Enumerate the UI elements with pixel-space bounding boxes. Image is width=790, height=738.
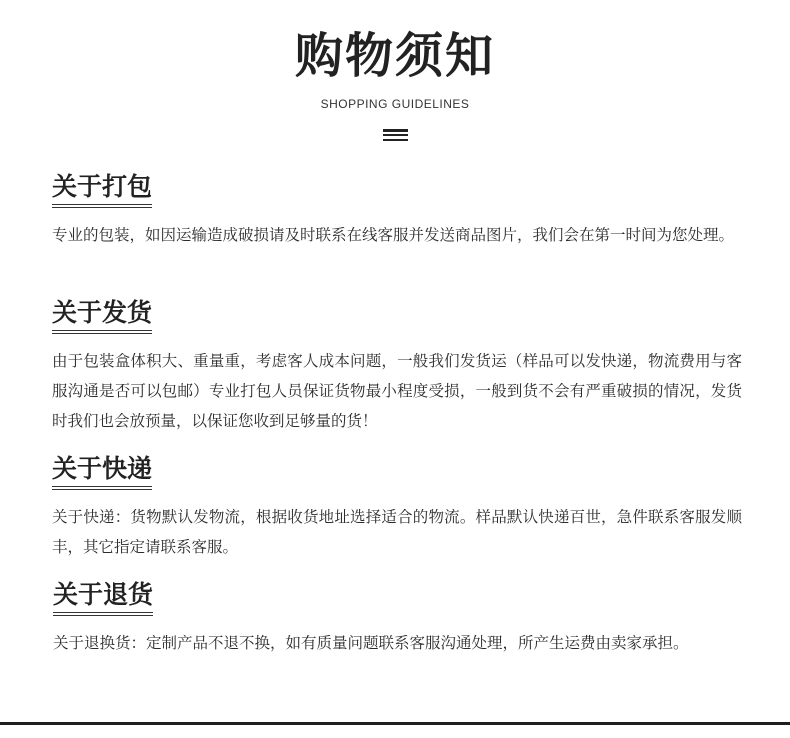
menu-icon-bar <box>383 139 408 142</box>
section-packing <box>52 172 742 250</box>
menu-icon-bar <box>383 134 408 137</box>
page-subtitle: SHOPPING GUIDELINES <box>320 97 470 111</box>
section-heading-returns: 关于退货 <box>53 580 153 616</box>
section-heading-packing: 关于打包 <box>52 172 152 208</box>
section-returns <box>53 580 743 658</box>
section-text-returns: 关于退换货：定制产品不退不换，如有质量问题联系客服沟通处理，所产生运费由卖家承担。 <box>53 634 689 652</box>
section-text-shipping: 由于包装盒体积大、重量重，考虑客人成本问题，一般我们发货运（样品可以发快递，物流费用与客服沟通是否可以包邮）专业打包人员保证货物最小程度受损，一般到货不会有严重破损的情况，发货时我们也会放预量，以保证您收到足够量的货！ <box>52 352 742 430</box>
bottom-divider <box>0 722 790 725</box>
section-text-packing: 专业的包装，如因运输造成破损请及时联系在线客服并发送商品图片，我们会在第一时间为您处理。 <box>52 226 735 244</box>
page-header <box>0 26 790 112</box>
section-heading-express: 关于快递 <box>52 454 152 490</box>
hamburger-menu-icon <box>383 129 408 141</box>
menu-icon-bar <box>383 129 408 132</box>
section-text-express: 关于快递：货物默认发物流，根据收货地址选择适合的物流。样品默认快递百世，急件联系客服发顺丰，其它指定请联系客服。 <box>52 508 742 556</box>
page-title: 购物须知 <box>294 28 495 84</box>
section-express <box>52 454 742 562</box>
section-shipping <box>52 298 742 436</box>
section-heading-shipping: 关于发货 <box>52 298 152 334</box>
